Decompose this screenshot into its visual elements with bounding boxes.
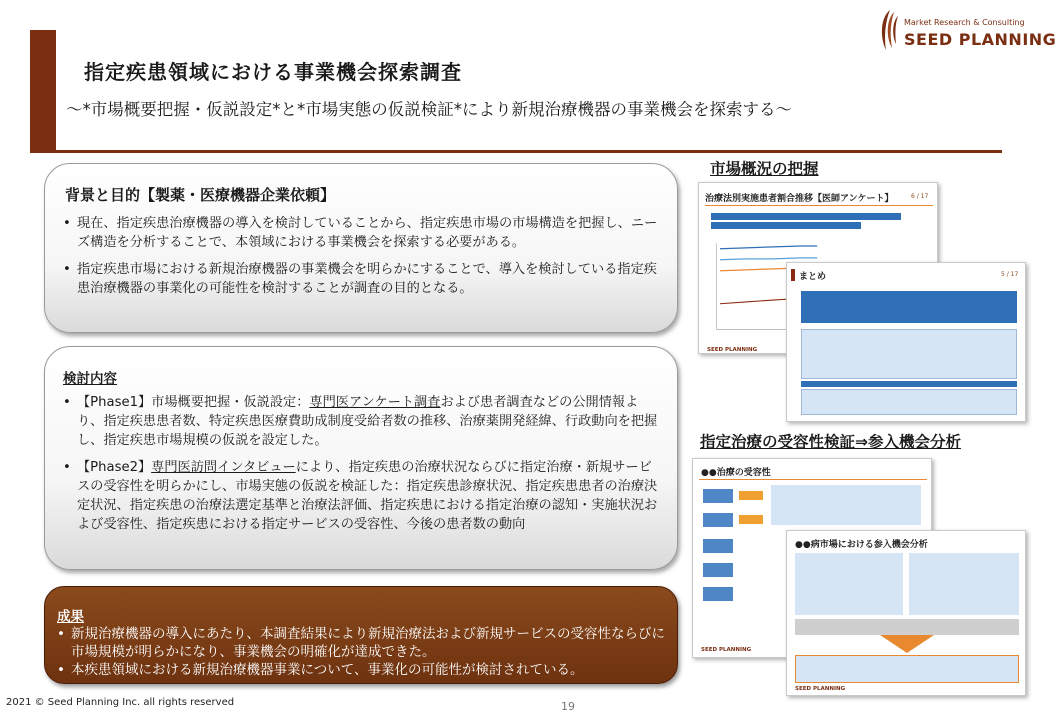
title-accent-bar	[30, 30, 56, 152]
table-header	[801, 381, 1017, 387]
seed-logo-icon	[876, 8, 900, 52]
market-overview-heading: 市場概況の把握	[710, 160, 819, 178]
category-chip	[703, 513, 733, 527]
logo-name: SEED PLANNING	[904, 30, 1056, 49]
conclusion-block	[795, 655, 1019, 683]
thumbnail-title: まとめ	[799, 272, 827, 282]
acceptance-analysis-heading: 指定治療の受容性検証⇒参入機会分析	[700, 433, 961, 451]
list-item	[59, 393, 661, 450]
phase2-text: により、指定疾患の治療状況ならびに指定治療・新規サービスの受容性を明らかにし、市場実態の仮説を検証した：指定疾患診療状況、指定疾患患者の治療決定状況、指定疾患の治療法選定基準と治療法評価、指定疾患における指定治療の認知・実施状況および受容性、指定疾患における指定サービスの受容性、今後の患者数の動向	[77, 460, 658, 532]
thumbnail-summary-slide	[786, 262, 1026, 422]
category-chip	[703, 563, 733, 577]
logo-tagline: Market Research & Consulting	[904, 18, 1025, 27]
list-item: • 現在、指定疾患治療機器の導入を検討していることから、指定疾患市場の市場構造を把握し、ニーズ構造を分析することで、本領域における事業機会を探索する必要がある。	[59, 214, 661, 252]
notes-block	[771, 485, 921, 525]
summary-box	[801, 291, 1017, 323]
thumbnail-logo: SEED PLANNING	[795, 686, 846, 692]
summary-band	[711, 213, 901, 220]
thumbnail-page: 6 / 17	[911, 193, 929, 200]
summary-band	[711, 222, 861, 229]
phase1-method: 専門医アンケート調査	[309, 395, 441, 410]
list-item: • 本疾患領域における新規治療機器事業について、事業化の可能性が検討されている。	[53, 661, 667, 679]
analysis-block	[909, 553, 1019, 615]
page-title: 指定疾患領域における事業機会探索調査	[84, 60, 462, 84]
category-chip	[703, 489, 733, 503]
title-underline	[705, 205, 933, 206]
thumbnail-logo: SEED PLANNING	[707, 347, 758, 353]
study-contents-heading: 検討内容	[63, 371, 117, 387]
page-number: 19	[561, 700, 575, 713]
thumbnail-logo: SEED PLANNING	[701, 647, 752, 653]
percent-badge	[739, 491, 763, 500]
category-chip	[703, 587, 733, 601]
analysis-block	[795, 553, 903, 615]
title-marker	[791, 269, 795, 281]
results-list	[53, 625, 667, 679]
phase1-label: 【Phase1】	[77, 395, 152, 410]
background-purpose-list	[59, 214, 661, 306]
title-underline	[699, 479, 927, 480]
list-item: • 新規治療機器の導入にあたり、本調査結果により新規治療法および新規サービスの受容性ならびに市場規模が明らかになり、事業機会の明確化が達成できた。	[53, 625, 667, 661]
data-table	[801, 329, 1017, 379]
thumbnail-title: ●●病市場における参入機会分析	[795, 540, 928, 550]
company-logo	[872, 8, 1056, 52]
phase2-method: 専門医訪問インタビュー	[151, 460, 296, 475]
phase1-text: および患者調査などの公開情報より、指定疾患患者数、特定疾患医療費助成制度受給者数の推移、治療薬開発経緯、行政動向を把握し、指定疾患市場規模の仮説を設定した。	[77, 395, 658, 448]
results-heading: 成果	[57, 609, 84, 625]
thumbnail-title: 治療法別実施患者割合推移【医師アンケート】	[705, 194, 894, 204]
results-panel	[44, 586, 678, 684]
study-contents-list	[59, 393, 661, 542]
thumbnail-title: ●●治療の受容性	[701, 468, 771, 478]
header-divider	[30, 150, 1002, 153]
phase2-label: 【Phase2】	[77, 460, 152, 475]
list-item: • 指定疾患市場における新規治療機器の事業機会を明らかにすることで、導入を検討している指定疾患治療機器の事業化の可能性を検討することが調査の目的となる。	[59, 260, 661, 298]
background-purpose-panel	[44, 163, 678, 333]
down-arrow-icon	[877, 635, 937, 653]
background-purpose-heading: 背景と目的【製薬・医療機器企業依頼】	[65, 186, 336, 204]
category-chip	[703, 539, 733, 553]
page-subtitle: ～*市場概要把握・仮説設定*と*市場実態の仮説検証*により新規治療機器の事業機会を探索する～	[66, 100, 792, 119]
study-contents-panel	[44, 346, 678, 570]
table-body	[801, 389, 1017, 415]
thumbnail-page: 5 / 17	[1001, 271, 1019, 278]
note-strip	[795, 619, 1019, 635]
thumbnail-entry-opportunity-slide	[786, 530, 1026, 696]
phase1-lead: 市場概要把握・仮説設定：	[151, 395, 310, 410]
percent-badge	[739, 515, 763, 524]
list-item	[59, 458, 661, 534]
copyright-text: 2021 © Seed Planning Inc. all rights reserved	[6, 697, 235, 708]
